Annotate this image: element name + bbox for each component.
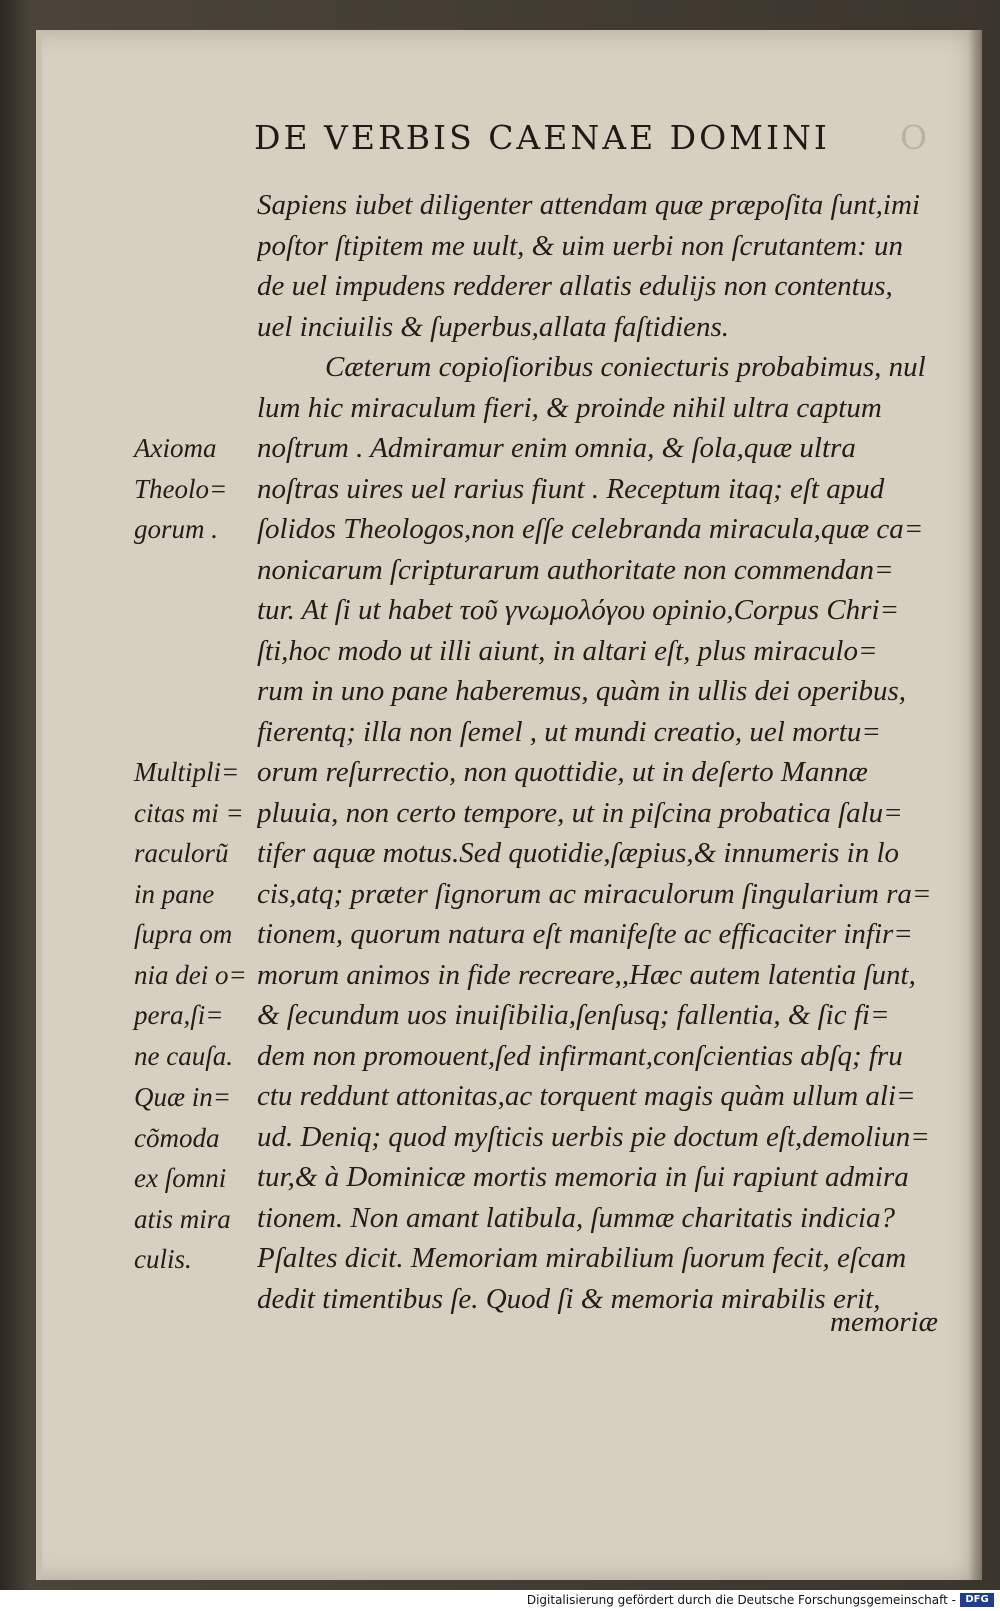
margin-note-line: ne cauſa. <box>134 1040 233 1071</box>
text-line: dedit timentibus ſe. Quod ſi & memoria mirabilis erit, <box>257 1282 881 1315</box>
running-head: DE VERBIS CAENAE DOMINI <box>254 118 830 157</box>
text-line: ud. Deniq; quod myſticis uerbis pie doctum eſt,demoliun= <box>257 1120 930 1153</box>
text-line: Pſaltes dicit. Memoriam mirabilium ſuorum fecit, eſcam <box>257 1242 907 1274</box>
margin-note-line: cõmoda <box>134 1122 220 1153</box>
margin-note-line: in pane <box>134 878 215 909</box>
text-line: pluuia, non certo tempore, ut in piſcina probatica ſalu= <box>257 796 903 829</box>
margin-note-multiplicitas <box>134 752 254 1076</box>
text-line: ctu reddunt attonitas,ac torquent magis quàm ullum ali= <box>257 1080 916 1112</box>
margin-note-line: citas mi = <box>134 797 244 828</box>
text-line: Cæterum copioſioribus coniecturis probabimus, nul <box>325 351 926 383</box>
text-line: & ſecundum uos inuiſibilia,ſenſusq; fallentia, & ſic fi= <box>257 999 890 1031</box>
text-line: Sapiens iubet diligenter attendam quæ præpoſita ſunt,imi <box>257 189 920 221</box>
text-line: de uel impudens redderer allatis edulijs non contentus, <box>257 270 893 302</box>
running-head-bleed: O <box>900 118 928 157</box>
text-line: tionem. Non amant latibula, ſummæ charitatis indicia? <box>257 1201 895 1234</box>
funding-credit: Digitalisierung gefördert durch die Deutsche Forschungsgemeinschaft - <box>526 1593 956 1607</box>
margin-note-line: raculorũ <box>134 838 229 868</box>
margin-note-line: gorum . <box>134 514 219 544</box>
text-line: tionem, quorum natura eſt manifeſte ac efficaciter infir= <box>257 918 913 950</box>
margin-note-line: ex ſomni <box>134 1163 227 1193</box>
text-line: ſti,hoc modo ut illi aiunt, in altari eſt, plus miraculo= <box>257 634 878 667</box>
text-line: nonicarum ſcripturarum authoritate non commendan= <box>257 553 894 586</box>
text-line: noſtrum . Admiramur enim omnia, & ſola,quæ ultra <box>257 432 856 464</box>
margin-note-line: Axioma <box>134 433 217 463</box>
digitization-footer <box>0 1590 1000 1611</box>
margin-note-axioma <box>134 428 254 550</box>
text-line: tifer aquæ motus.Sed quotidie,ſæpius,& innumeris in lo <box>257 837 900 869</box>
main-text-block <box>257 185 957 1319</box>
text-line: uel inciuilis & ſuperbus,allata faſtidiens. <box>257 310 730 343</box>
margin-note-line: Multipli= <box>134 757 240 787</box>
margin-note-incommoda <box>134 1077 254 1280</box>
text-line: lum hic miraculum fieri, & proinde nihil ultra captum <box>257 391 882 424</box>
margin-note-line: Theolo= <box>134 473 228 504</box>
margin-note-line: ſupra om <box>134 919 233 949</box>
page-shadow-edge <box>968 30 982 1580</box>
margin-note-line: pera,ſi= <box>134 1000 224 1030</box>
text-line: rum in uno pane haberemus, quàm in ullis dei operibus, <box>257 675 906 707</box>
margin-note-line: nia dei o= <box>134 959 247 990</box>
text-line: fierentq; illa non ſemel , ut mundi creatio, uel mortu= <box>257 715 881 748</box>
margin-note-line: atis mira <box>134 1203 231 1234</box>
dfg-logo: DFG <box>960 1593 994 1607</box>
margin-note-line: Quæ in= <box>134 1082 231 1112</box>
text-line: morum animos in fide recreare,,Hæc autem latentia ſunt, <box>257 958 916 991</box>
text-line: cis,atq; præter ſignorum ac miraculorum ſingularium ra= <box>257 877 932 910</box>
text-line: dem non promouent,ſed infirmant,conſcientias abſq; fru <box>257 1039 903 1072</box>
text-line: orum reſurrectio, non quottidie, ut in deſerto Mannæ <box>257 756 868 788</box>
text-line: ſolidos Theologos,non eſſe celebranda miracula,quæ ca= <box>257 513 924 545</box>
text-line: tur. At ſi ut habet τοῦ γνωμολόγου opinio,Corpus Chri= <box>257 594 900 626</box>
text-line: noſtras uires uel rarius fiunt . Receptum itaq; eſt apud <box>257 472 885 505</box>
text-line: poſtor ſtipitem me uult, & uim uerbi non ſcrutantem: un <box>257 229 904 262</box>
text-line: tur,& à Dominicæ mortis memoria in ſui rapiunt admira <box>257 1161 909 1193</box>
margin-note-line: culis. <box>134 1244 192 1274</box>
catchword: memoriæ <box>830 1306 938 1338</box>
